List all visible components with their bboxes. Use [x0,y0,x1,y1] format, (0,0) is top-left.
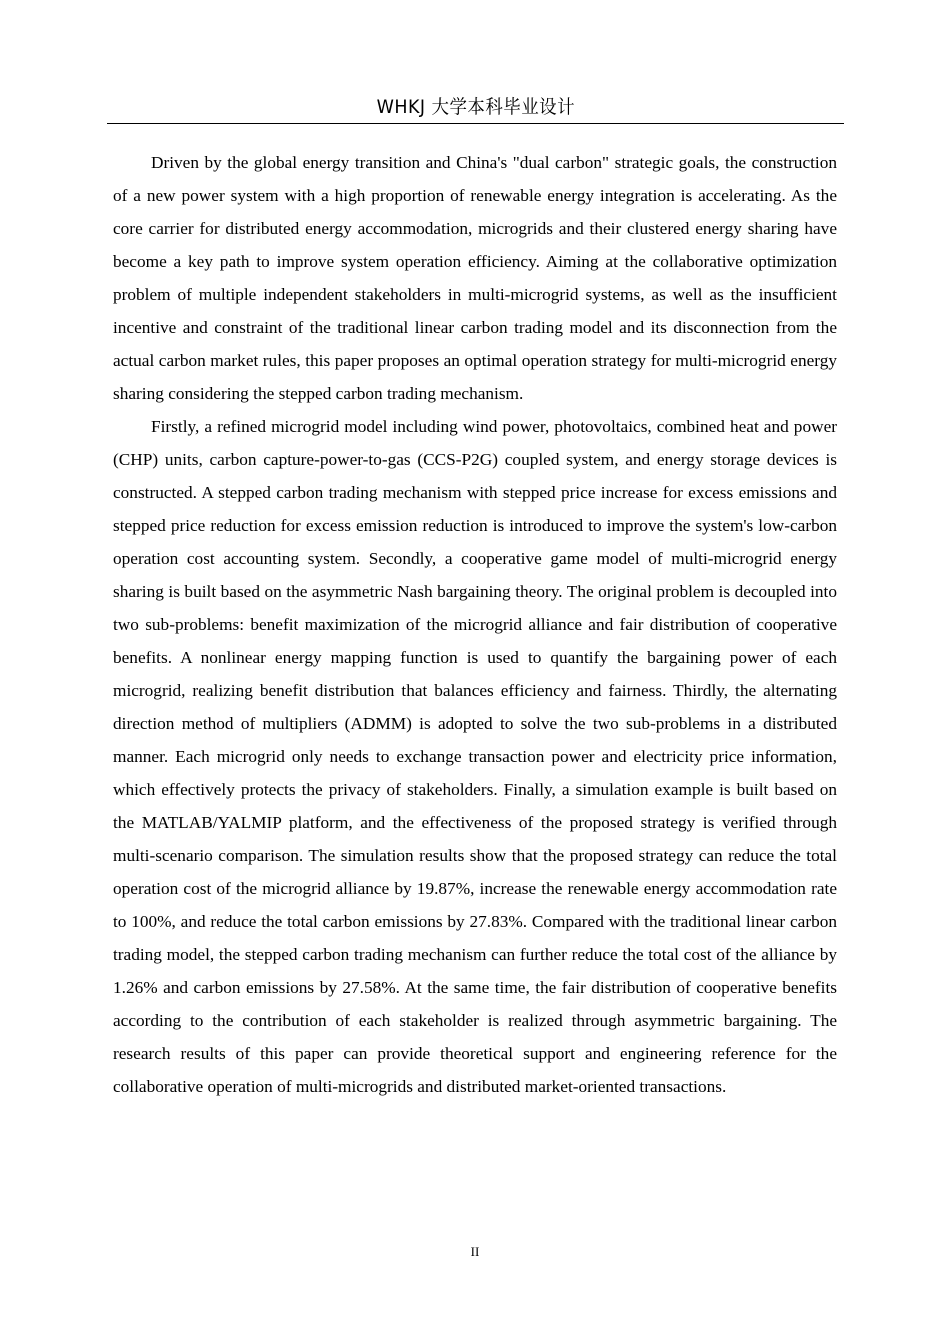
page-header [107,95,844,124]
abstract-body [113,146,837,1103]
abstract-paragraph-1: Driven by the global energy transition and China's "dual carbon" strategic goals, the construction of a new power system with a high proportion of renewable energy integration is accelerating. As the core carrier for distributed energy accommodation, microgrids and their clustered energy sharing have become a key path to improve system operation efficiency. Aiming at the collaborative optimization problem of multiple independent stakeholders in multi-microgrid systems, as well as the insufficient incentive and constraint of the traditional linear carbon trading model and its disconnection from the actual carbon market rules, this paper proposes an optimal operation strategy for multi-microgrid energy sharing considering the stepped carbon trading mechanism. [113,153,837,403]
page-number: II [470,1244,480,1259]
page-header-title: WHKJ 大学本科毕业设计 [376,96,575,118]
abstract-paragraph-2: Firstly, a refined microgrid model including wind power, photovoltaics, combined heat and power (CHP) units, carbon capture-power-to-gas (CCS-P2G) coupled system, and energy storage devices is constructed. A stepped carbon trading mechanism with stepped price increase for excess emissions and stepped price reduction for excess emission reduction is introduced to improve the system's low-carbon operation cost accounting system. Secondly, a cooperative game model of multi-microgrid energy sharing is built based on the asymmetric Nash bargaining theory. The original problem is decoupled into two sub-problems: benefit maximization of the microgrid alliance and fair distribution of cooperative benefits. A nonlinear energy mapping function is used to quantify the bargaining power of each microgrid, realizing benefit distribution that balances efficiency and fairness. Thirdly, the alternating direction method of multipliers (ADMM) is adopted to solve the two sub-problems in a distributed manner. Each microgrid only needs to exchange transaction power and electricity price information, which effectively protects the privacy of stakeholders. Finally, a simulation example is built based on the MATLAB/YALMIP platform, and the effectiveness of the proposed strategy is verified through multi-scenario comparison. The simulation results show that the proposed strategy can reduce the total operation cost of the microgrid alliance by 19.87%, increase the renewable energy accommodation rate to 100%, and reduce the total carbon emissions by 27.83%. Compared with the traditional linear carbon trading model, the stepped carbon trading mechanism can further reduce the total cost of the alliance by 1.26% and carbon emissions by 27.58%. At the same time, the fair distribution of cooperative benefits according to the contribution of each stakeholder is realized through asymmetric bargaining. The research results of this paper can provide theoretical support and engineering reference for the collaborative operation of multi-microgrids and distributed market-oriented transactions. [113,417,837,1096]
